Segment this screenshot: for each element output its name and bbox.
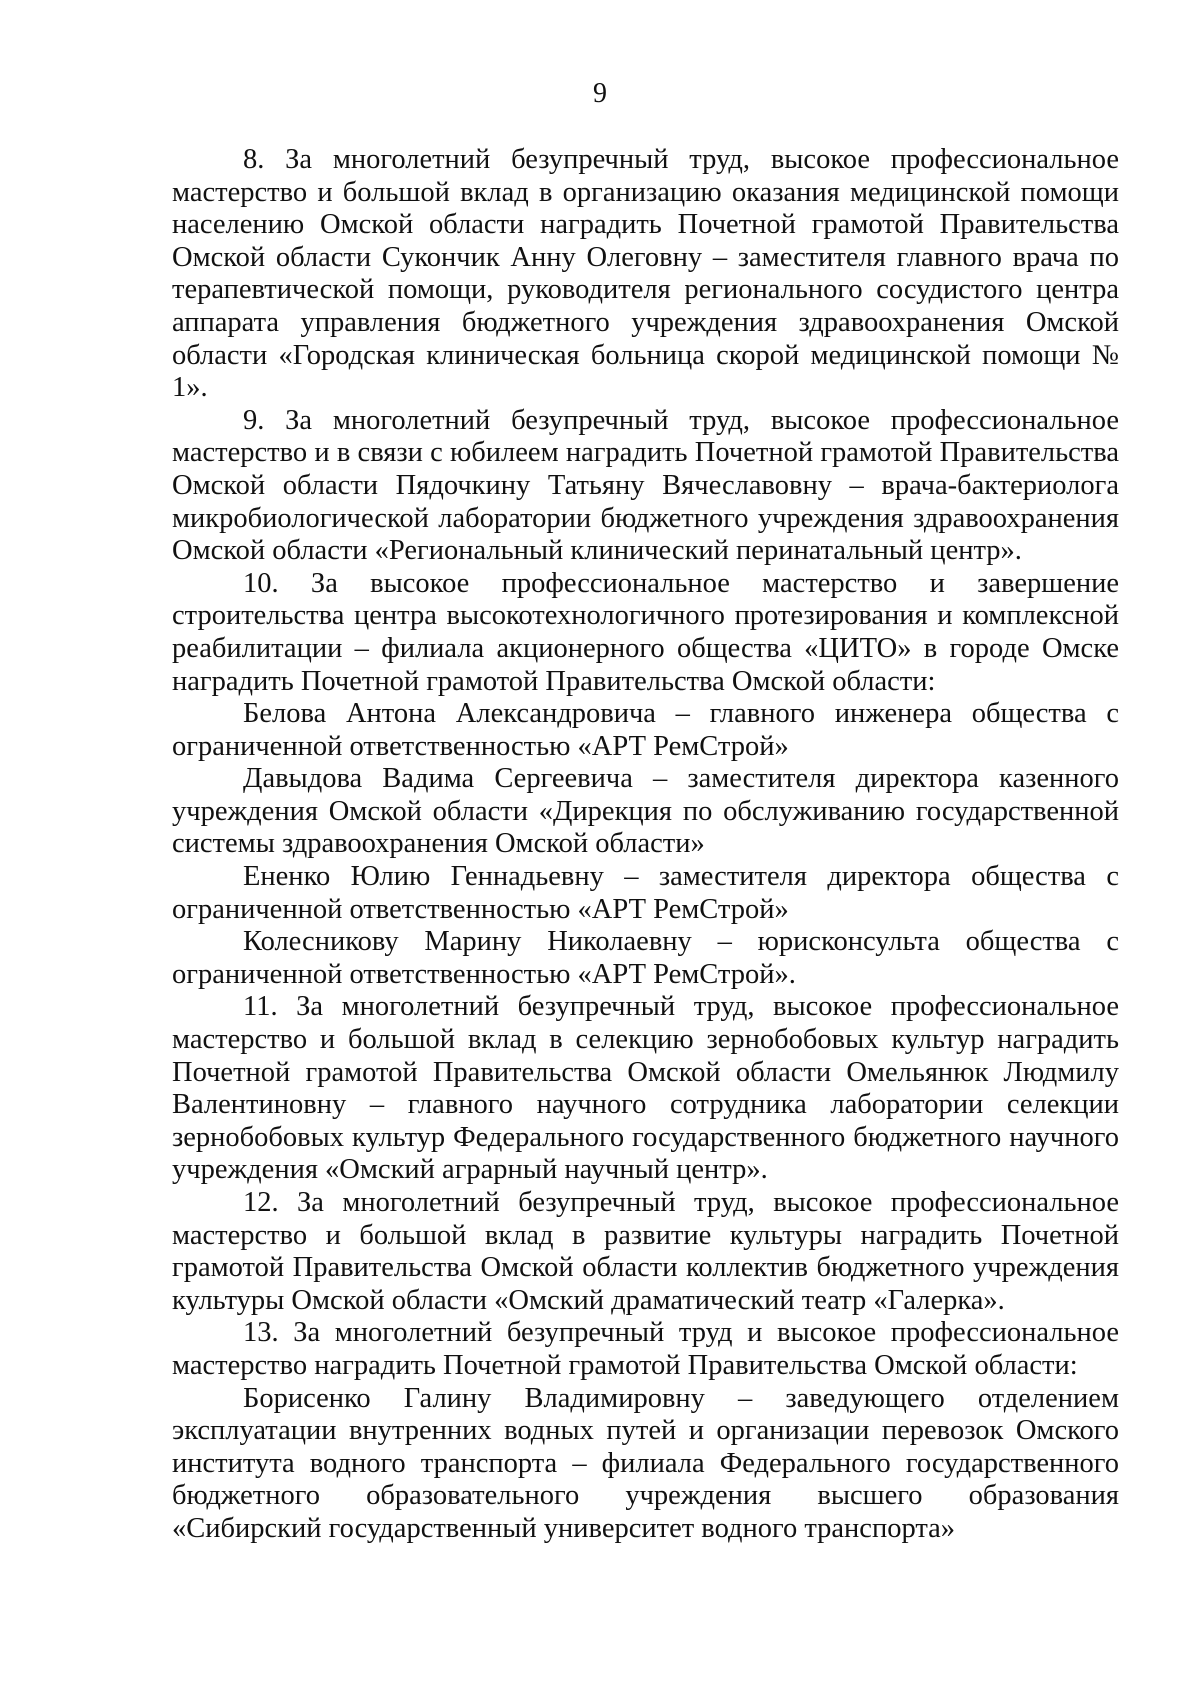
paragraph-item-10: 10. За высокое профессиональное мастерство и завершение строительства центра высокотехнологичного протезирования и комплексной реабилитации – филиала акционерного общества «ЦИТО» в городе Омске наградить Почетной грамотой Правительства Омской области: <box>172 567 1119 697</box>
paragraph-item-9: 9. За многолетний безупречный труд, высокое профессиональное мастерство и в связи с юбилеем наградить Почетной грамотой Правительства Омской области Пядочкину Татьяну Вячеславовну – врача-бактериолога микробиологической лаборатории бюджетного учреждения здравоохранения Омской области «Региональный клинический перинатальный центр». <box>172 404 1119 567</box>
document-body <box>172 144 1119 1546</box>
page-number: 9 <box>593 78 607 109</box>
awardee-belov: Белова Антона Александровича – главного инженера общества с ограниченной ответственностью «АРТ РемСтрой» <box>172 698 1119 762</box>
paragraph-item-11: 11. За многолетний безупречный труд, высокое профессиональное мастерство и большой вклад в селекцию зернобобовых культур наградить Почетной грамотой Правительства Омской области Омельянюк Людмилу Валентиновну – главного научного сотрудника лаборатории селекции зернобобовых культур Федерального государственного бюджетного научного учреждения «Омский аграрный научный центр». <box>172 991 1119 1186</box>
awardee-borisenko: Борисенко Галину Владимировну – заведующего отделением эксплуатации внутренних водных путей и организации перевозок Омского института водного транспорта – филиала Федерального государственного бюджетного образовательного учреждения высшего образования «Сибирский государственный университет водного транспорта» <box>172 1382 1119 1544</box>
awardee-davydov: Давыдова Вадима Сергеевича – заместителя директора казенного учреждения Омской области «Дирекция по обслуживанию государственной системы здравоохранения Омской области» <box>172 763 1119 860</box>
paragraph-item-8: 8. За многолетний безупречный труд, высокое профессиональное мастерство и большой вклад в организацию оказания медицинской помощи населению Омской области наградить Почетной грамотой Правительства Омской области Сукончик Анну Олеговну – заместителя главного врача по терапевтической помощи, руководителя регионального сосудистого центра аппарата управления бюджетного учреждения здравоохранения Омской области «Городская клиническая больница скорой медицинской помощи № 1». <box>172 144 1119 404</box>
awardee-kolesnikova: Колесникову Марину Николаевну – юрисконсульта общества с ограниченной ответственностью «АРТ РемСтрой». <box>172 926 1119 990</box>
paragraph-item-12: 12. За многолетний безупречный труд, высокое профессиональное мастерство и большой вклад в развитие культуры наградить Почетной грамотой Правительства Омской области коллектив бюджетного учреждения культуры Омской области «Омский драматический театр «Галерка». <box>172 1187 1119 1316</box>
awardee-enenko: Ененко Юлию Геннадьевну – заместителя директора общества с ограниченной ответственностью «АРТ РемСтрой» <box>172 861 1119 925</box>
paragraph-item-13: 13. За многолетний безупречный труд и высокое профессиональное мастерство наградить Почетной грамотой Правительства Омской области: <box>172 1317 1119 1381</box>
